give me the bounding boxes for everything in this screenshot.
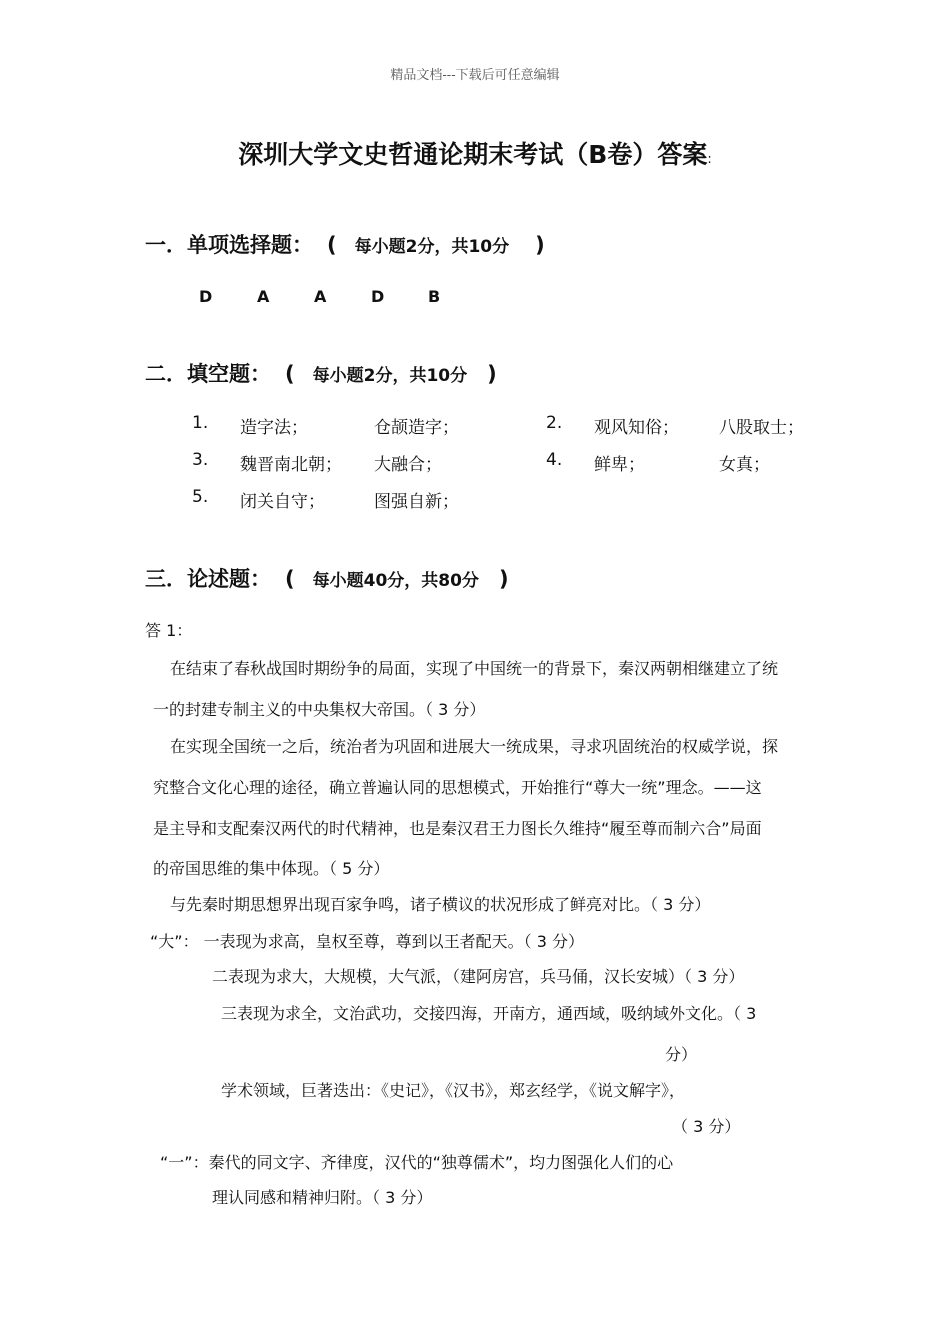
essay-line: 在实现全国统一之后，统治者为巩固和进展大一统成果，寻求巩固统治的权威学说，探 [170, 737, 779, 756]
fill-answer: 图强自新； [374, 492, 459, 512]
section-2-note: 每小题2分，共10分 [312, 366, 468, 386]
essay-line: （ 3 分） [672, 1117, 741, 1136]
section-1-close-paren: ) [535, 233, 545, 257]
section-3-close-paren: ) [498, 567, 509, 591]
essay-line: “大”： 一表现为求高，皇权至尊，尊到以王者配天。（ 3 分） [150, 932, 585, 951]
section-1-note: 每小题2分，共10分 [354, 237, 510, 257]
fill-number: 3. [192, 450, 209, 470]
section-2-open-paren: ( [285, 362, 295, 386]
fill-answer: 观风知俗； [594, 418, 679, 438]
section-1-heading [145, 229, 545, 259]
fill-answer: 造字法； [240, 418, 308, 438]
choice-answer: A [257, 287, 270, 306]
essay-line: 在结束了春秋战国时期纷争的局面，实现了中国统一的背景下，秦汉两朝相继建立了统 [170, 659, 779, 678]
section-3-note: 每小题40分，共80分 [312, 571, 479, 591]
fill-answer: 八股取士； [719, 418, 804, 438]
essay-line: 是主导和支配秦汉两代的时代精神，也是秦汉君王力图长久维持“履至尊而制六合”局面 [153, 819, 762, 838]
choice-answer: D [199, 287, 213, 306]
fill-answer: 仓颉造字； [374, 418, 459, 438]
fill-number: 5. [192, 487, 209, 507]
section-2-label: 二．填空题： [145, 362, 271, 386]
section-1-label: 一．单项选择题： [145, 233, 313, 257]
fill-answer: 大融合； [374, 455, 442, 475]
title-suffix: : [707, 152, 712, 167]
choice-answer: A [314, 287, 327, 306]
essay-line: 学术领域，巨著迭出：《史记》，《汉书》，郑玄经学，《说文解字》， [221, 1081, 686, 1100]
essay-line: 一的封建专制主义的中央集权大帝国。（ 3 分） [153, 700, 486, 719]
fill-number: 4. [546, 450, 563, 470]
section-3-open-paren: ( [285, 567, 295, 591]
choice-answer: B [428, 287, 441, 306]
choice-answer: D [371, 287, 385, 306]
page-header: 精品文档---下载后可任意编辑 [390, 68, 560, 83]
page-title [0, 135, 950, 171]
essay-line: 二表现为求大，大规模，大气派，（建阿房宫，兵马俑，汉长安城）（ 3 分） [212, 967, 745, 986]
section-3-heading [145, 563, 509, 593]
title-text: 深圳大学文史哲通论期末考试（B卷）答案 [238, 140, 708, 169]
section-2-heading [145, 358, 497, 388]
essay-line: 与先秦时期思想界出现百家争鸣，诸子横议的状况形成了鲜亮对比。（ 3 分） [170, 895, 711, 914]
fill-answer: 魏晋南北朝； [240, 455, 342, 475]
fill-answer: 鲜卑； [594, 455, 645, 475]
fill-answer: 女真； [719, 455, 770, 475]
fill-answer: 闭关自守； [240, 492, 325, 512]
essay-answer-label: 答 1： [145, 621, 193, 640]
essay-line: “一”：秦代的同文字、齐律度，汉代的“独尊儒术”，均力图强化人们的心 [160, 1153, 674, 1172]
fill-number: 1. [192, 413, 209, 433]
essay-line: 的帝国思维的集中体现。（ 5 分） [153, 859, 390, 878]
section-1-open-paren: ( [327, 233, 337, 257]
essay-line: 三表现为求全，文治武功，交接四海，开南方，通西域，吸纳域外文化。（ 3 [221, 1004, 757, 1023]
section-2-close-paren: ) [487, 362, 497, 386]
essay-line: 分） [665, 1045, 698, 1064]
fill-number: 2. [546, 413, 563, 433]
essay-line: 理认同感和精神归附。（ 3 分） [212, 1188, 433, 1207]
essay-line: 究整合文化心理的途径，确立普遍认同的思想模式，开始推行“尊大一统”理念。——这 [153, 778, 762, 797]
section-3-label: 三．论述题： [145, 567, 271, 591]
